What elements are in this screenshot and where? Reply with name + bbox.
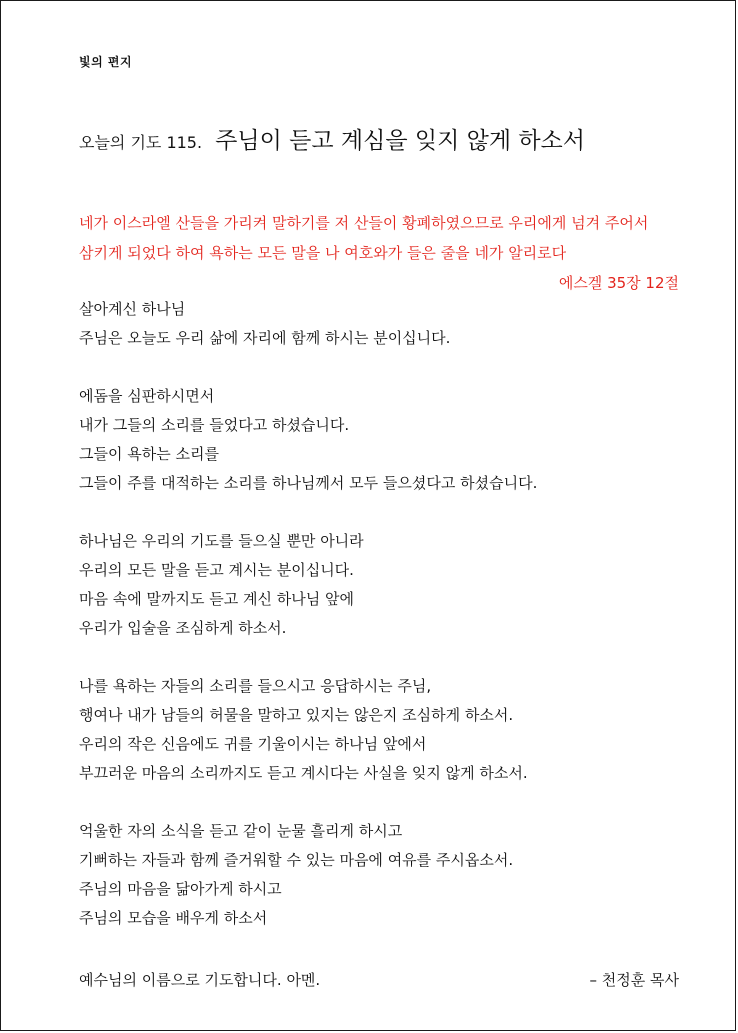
- brand-title: 빛의 편지: [79, 55, 133, 69]
- prayer-line: 내가 그들의 소리를 들었다고 하셨습니다.: [79, 416, 350, 434]
- prayer-line: 우리의 모든 말을 듣고 계시는 분이십니다.: [79, 561, 354, 579]
- prayer-heading: 주님이 듣고 계심을 잊지 않게 하소서: [215, 128, 585, 154]
- prayer-line: 우리가 입술을 조심하게 하소서.: [79, 619, 287, 637]
- prayer-line: 부끄러운 마음의 소리까지도 듣고 계시다는 사실을 잊지 않게 하소서.: [79, 764, 528, 782]
- prayer-line: 억울한 자의 소식을 듣고 같이 눈물 흘리게 하시고: [79, 822, 403, 840]
- author-signature: – 천정훈 목사: [589, 971, 679, 989]
- prayer-line: 살아계신 하나님: [79, 300, 186, 318]
- scripture-reference: 에스겔 35장 12절: [558, 274, 679, 292]
- scripture-quote: [79, 208, 679, 298]
- prayer-line: 나를 욕하는 자들의 소리를 들으시고 응답하시는 주님,: [79, 677, 432, 695]
- prayer-line: 우리의 작은 신음에도 귀를 기울이시는 하나님 앞에서: [79, 735, 427, 753]
- prayer-paragraph: [79, 382, 679, 498]
- closing-line: [79, 966, 679, 995]
- scripture-line: 네가 이스라엘 산들을 가리켜 말하기를 저 산들이 황폐하였으므로 우리에게 넘겨 주어서: [79, 214, 649, 232]
- prayer-line: 그들이 주를 대적하는 소리를 하나님께서 모두 들으셨다고 하셨습니다.: [79, 474, 538, 492]
- prayer-line: 주님은 오늘도 우리 삶에 자리에 함께 하시는 분이십니다.: [79, 329, 451, 347]
- prayer-paragraph: [79, 295, 679, 353]
- prayer-number: 오늘의 기도 115.: [79, 133, 203, 152]
- prayer-title: [79, 122, 585, 155]
- prayer-line: 주님의 마음을 닮아가게 하시고: [79, 880, 282, 898]
- prayer-paragraph: [79, 527, 679, 643]
- prayer-line: 하나님은 우리의 기도를 들으실 뿐만 아니라: [79, 532, 364, 550]
- prayer-paragraph: [79, 672, 679, 788]
- prayer-line: 그들이 욕하는 소리를: [79, 445, 219, 463]
- prayer-line: 행여나 내가 남들의 허물을 말하고 있지는 않은지 조심하게 하소서.: [79, 706, 514, 724]
- prayer-paragraph: [79, 817, 679, 933]
- prayer-line: 에돔을 심판하시면서: [79, 387, 215, 405]
- prayer-body: [79, 295, 679, 962]
- closing-prayer: 예수님의 이름으로 기도합니다. 아멘.: [79, 971, 321, 989]
- prayer-line: 기뻐하는 자들과 함께 즐거워할 수 있는 마음에 여유를 주시옵소서.: [79, 851, 514, 869]
- scripture-line: 삼키게 되었다 하여 욕하는 모든 말을 나 여호와가 들은 줄을 네가 알리로다: [79, 244, 567, 262]
- prayer-line: 마음 속에 말까지도 듣고 계신 하나님 앞에: [79, 590, 354, 608]
- prayer-line: 주님의 모습을 배우게 하소서: [79, 909, 268, 927]
